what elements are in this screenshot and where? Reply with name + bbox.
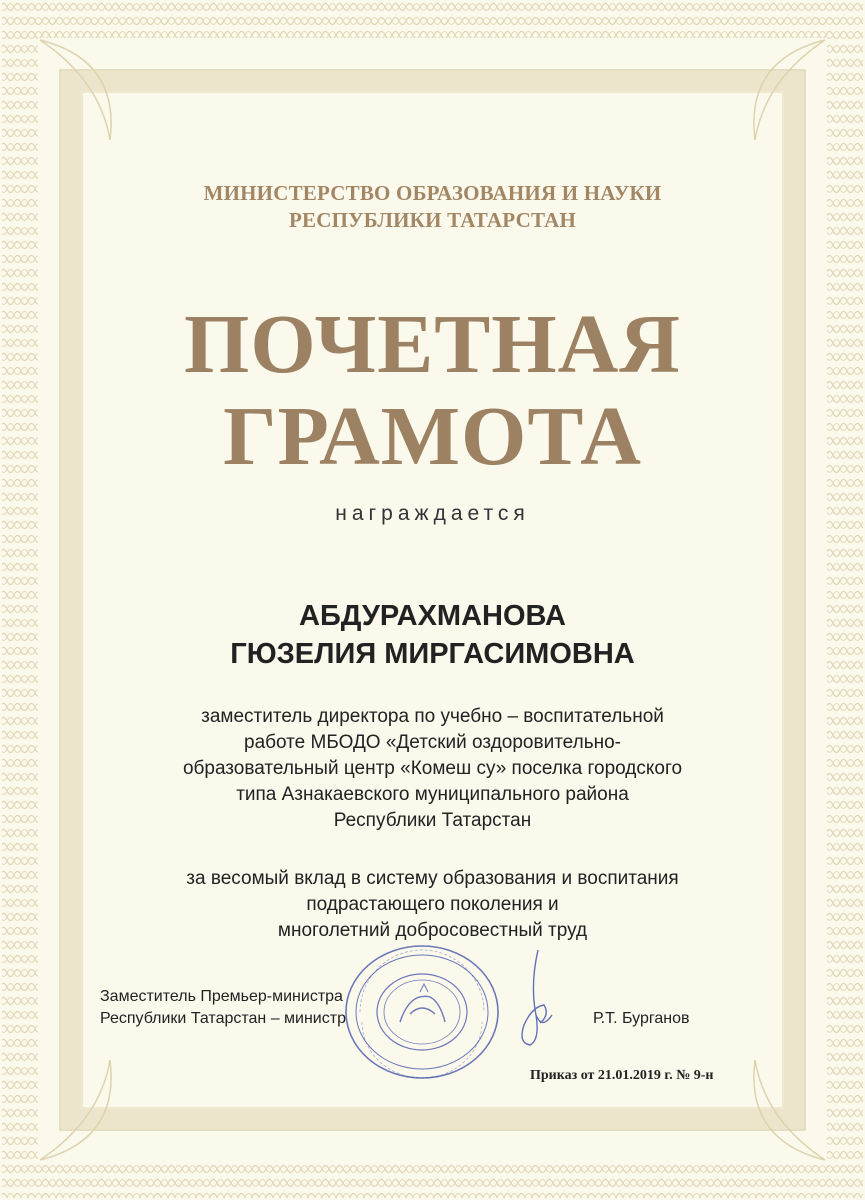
recipient-given-names: ГЮЗЕЛИЯ МИРГАСИМОВНА bbox=[230, 638, 635, 670]
signatory-title-line2: Республики Татарстан – министр bbox=[100, 1010, 346, 1027]
reason-line: подрастающего поколения и bbox=[306, 894, 559, 915]
signatory-name: Р.Т. Бурганов bbox=[593, 1010, 690, 1027]
handwritten-signature bbox=[500, 945, 560, 1055]
position-line: типа Азнакаевского муниципального района bbox=[236, 784, 629, 805]
ministry-name-line1: МИНИСТЕРСТВО ОБРАЗОВАНИЯ И НАУКИ bbox=[203, 181, 662, 205]
certificate-title-line2: ГРАМОТА bbox=[223, 390, 642, 483]
certificate-title-line1: ПОЧЕТНАЯ bbox=[184, 298, 681, 391]
reason-line: за весомый вклад в систему образования и воспитания bbox=[186, 868, 679, 889]
position-line: образовательный центр «Комеш су» поселка городского bbox=[182, 758, 683, 779]
signatory-title-line1: Заместитель Премьер-министра bbox=[100, 988, 343, 1005]
official-seal-stamp bbox=[340, 942, 500, 1082]
position-line: Республики Татарстан bbox=[333, 810, 532, 831]
position-line: работе МБОДО «Детский оздоровительно- bbox=[244, 732, 621, 753]
position-line: заместитель директора по учебно – воспитательной bbox=[201, 706, 664, 727]
reason-line: многолетний добросовестный труд bbox=[277, 920, 588, 941]
awarded-label: награждается bbox=[335, 502, 530, 525]
recipient-surname: АБДУРАХМАНОВА bbox=[299, 600, 566, 632]
ministry-name-line2: РЕСПУБЛИКИ ТАТАРСТАН bbox=[288, 208, 577, 232]
order-reference: Приказ от 21.01.2019 г. № 9-н bbox=[530, 1068, 714, 1083]
